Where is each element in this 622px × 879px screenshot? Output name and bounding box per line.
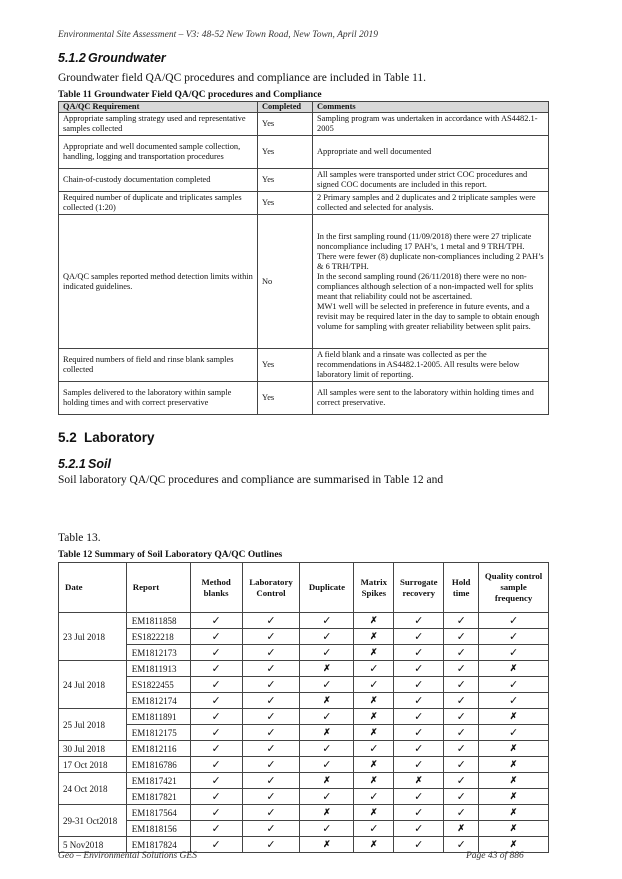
col-completed: Completed [258, 102, 313, 113]
check-icon: ✓ [479, 725, 549, 741]
check-icon: ✓ [479, 677, 549, 693]
check-icon: ✓ [190, 741, 242, 757]
date-cell: 29-31 Oct2018 [59, 805, 127, 837]
soil-intro-continued: Table 13. [58, 532, 101, 544]
check-icon: ✓ [394, 645, 444, 661]
check-icon: ✓ [444, 645, 479, 661]
check-icon: ✓ [444, 805, 479, 821]
cross-icon: ✗ [300, 805, 354, 821]
cross-icon: ✗ [479, 757, 549, 773]
report-cell: ES1822218 [126, 629, 190, 645]
check-icon: ✓ [394, 837, 444, 853]
cross-icon: ✗ [354, 725, 394, 741]
section-title: Groundwater [88, 51, 166, 65]
soil-intro: Soil laboratory QA/QC procedures and compliance are summarised in Table 12 and [58, 474, 444, 486]
completed-cell: No [258, 215, 313, 349]
check-icon: ✓ [354, 741, 394, 757]
check-icon: ✓ [444, 677, 479, 693]
check-icon: ✓ [354, 821, 394, 837]
cross-icon: ✗ [354, 805, 394, 821]
check-icon: ✓ [354, 789, 394, 805]
cross-icon: ✗ [479, 709, 549, 725]
check-icon: ✓ [394, 709, 444, 725]
requirement-cell: Appropriate and well documented sample collection, handling, logging and transportation procedures [59, 136, 258, 169]
date-cell: 24 Jul 2018 [59, 661, 127, 709]
col-hold-time: Hold time [444, 563, 479, 613]
requirement-cell: Samples delivered to the laboratory within sample holding times and with correct preservative [59, 382, 258, 415]
check-icon: ✓ [394, 821, 444, 837]
report-cell: EM1818156 [126, 821, 190, 837]
cross-icon: ✗ [479, 773, 549, 789]
groundwater-qaqc-table [58, 101, 549, 415]
check-icon: ✓ [444, 709, 479, 725]
check-icon: ✓ [190, 709, 242, 725]
col-duplicate: Duplicate [300, 563, 354, 613]
page-header: Environmental Site Assessment – V3: 48-52 New Town Road, New Town, April 2019 [58, 30, 379, 40]
table-row [59, 757, 549, 773]
check-icon: ✓ [394, 629, 444, 645]
check-icon: ✓ [190, 725, 242, 741]
table-row [59, 645, 549, 661]
table-row [59, 113, 549, 136]
comment-para: In the second sampling round (26/11/2018) there were no non-compliances although selection of a non-impacted well for splits meant that reliability could not be ascertained. [317, 271, 534, 301]
col-surrogate-recovery: Surrogate recovery [394, 563, 444, 613]
col-qc-frequency: Quality control sample frequency [479, 563, 549, 613]
table-row [59, 661, 549, 677]
section-title: Laboratory [84, 430, 155, 445]
check-icon: ✓ [354, 661, 394, 677]
check-icon: ✓ [190, 677, 242, 693]
cross-icon: ✗ [479, 661, 549, 677]
report-cell: EM1812174 [126, 693, 190, 709]
date-cell: 25 Jul 2018 [59, 709, 127, 741]
table-row [59, 349, 549, 382]
check-icon: ✓ [479, 693, 549, 709]
check-icon: ✓ [479, 629, 549, 645]
comment-cell: Sampling program was undertaken in accordance with AS4482.1-2005 [313, 113, 549, 136]
comment-cell: All samples were transported under strict COC procedures and signed COC documents are included in this report. [313, 169, 549, 192]
check-icon: ✓ [444, 773, 479, 789]
check-icon: ✓ [444, 661, 479, 677]
check-icon: ✓ [190, 773, 242, 789]
table-row [59, 629, 549, 645]
cross-icon: ✗ [479, 837, 549, 853]
check-icon: ✓ [444, 789, 479, 805]
requirement-cell: Required numbers of field and rinse blank samples collected [59, 349, 258, 382]
check-icon: ✓ [444, 741, 479, 757]
table12-caption: Table 12 Summary of Soil Laboratory QA/QC Outlines [58, 550, 283, 560]
check-icon: ✓ [300, 629, 354, 645]
completed-cell: Yes [258, 136, 313, 169]
comment-cell: Appropriate and well documented [313, 136, 549, 169]
table-row [59, 169, 549, 192]
check-icon: ✓ [354, 677, 394, 693]
check-icon: ✓ [242, 757, 300, 773]
completed-cell: Yes [258, 192, 313, 215]
check-icon: ✓ [242, 645, 300, 661]
check-icon: ✓ [190, 693, 242, 709]
report-cell: EM1811913 [126, 661, 190, 677]
table-row [59, 821, 549, 837]
check-icon: ✓ [394, 725, 444, 741]
check-icon: ✓ [190, 757, 242, 773]
check-icon: ✓ [479, 613, 549, 629]
check-icon: ✓ [242, 773, 300, 789]
cross-icon: ✗ [300, 725, 354, 741]
footer-company: Geo – Environmental Solutions GES [58, 851, 197, 861]
check-icon: ✓ [242, 741, 300, 757]
check-icon: ✓ [394, 805, 444, 821]
cross-icon: ✗ [300, 661, 354, 677]
check-icon: ✓ [242, 709, 300, 725]
report-cell: EM1817564 [126, 805, 190, 821]
completed-cell: Yes [258, 113, 313, 136]
cross-icon: ✗ [300, 837, 354, 853]
section-heading-soil [58, 457, 111, 471]
table-row [59, 805, 549, 821]
check-icon: ✓ [242, 805, 300, 821]
check-icon: ✓ [300, 709, 354, 725]
col-report: Report [126, 563, 190, 613]
check-icon: ✓ [394, 661, 444, 677]
check-icon: ✓ [300, 757, 354, 773]
check-icon: ✓ [444, 693, 479, 709]
table-row [59, 693, 549, 709]
col-matrix-spikes: Matrix Spikes [354, 563, 394, 613]
comment-cell: All samples were sent to the laboratory within holding times and correct preservative. [313, 382, 549, 415]
cross-icon: ✗ [354, 757, 394, 773]
report-cell: EM1812116 [126, 741, 190, 757]
section-heading-groundwater [58, 51, 166, 65]
table-header-row [59, 102, 549, 113]
table-row [59, 725, 549, 741]
table-row [59, 741, 549, 757]
requirement-cell: Chain-of-custody documentation completed [59, 169, 258, 192]
check-icon: ✓ [190, 789, 242, 805]
date-cell: 17 Oct 2018 [59, 757, 127, 773]
check-icon: ✓ [300, 741, 354, 757]
requirement-cell: QA/QC samples reported method detection limits within indicated guidelines. [59, 215, 258, 349]
col-method-blanks: Method blanks [190, 563, 242, 613]
table-row [59, 192, 549, 215]
col-comments: Comments [313, 102, 549, 113]
check-icon: ✓ [190, 837, 242, 853]
table-row [59, 709, 549, 725]
cross-icon: ✗ [354, 613, 394, 629]
cross-icon: ✗ [354, 837, 394, 853]
table-row [59, 382, 549, 415]
cross-icon: ✗ [354, 709, 394, 725]
completed-cell: Yes [258, 349, 313, 382]
report-cell: EM1812173 [126, 645, 190, 661]
cross-icon: ✗ [479, 789, 549, 805]
section-number: 5.2 [58, 430, 77, 445]
check-icon: ✓ [242, 629, 300, 645]
check-icon: ✓ [190, 629, 242, 645]
check-icon: ✓ [190, 805, 242, 821]
check-icon: ✓ [394, 693, 444, 709]
comment-para: MW1 well will be selected in preference in future events, and a revisit may be required later in the day to sample to obtain enough volume for sampling with greater reliability between split pairs. [317, 301, 540, 331]
report-cell: EM1817821 [126, 789, 190, 805]
check-icon: ✓ [190, 821, 242, 837]
cross-icon: ✗ [394, 773, 444, 789]
requirement-cell: Required number of duplicate and triplicates samples collected (1:20) [59, 192, 258, 215]
check-icon: ✓ [242, 821, 300, 837]
check-icon: ✓ [190, 613, 242, 629]
cross-icon: ✗ [300, 773, 354, 789]
comment-cell: 2 Primary samples and 2 duplicates and 2 triplicate samples were collected and selected for analysis. [313, 192, 549, 215]
check-icon: ✓ [394, 613, 444, 629]
col-date: Date [59, 563, 127, 613]
check-icon: ✓ [300, 789, 354, 805]
check-icon: ✓ [300, 677, 354, 693]
date-cell: 5 Nov2018 [59, 837, 127, 853]
completed-cell: Yes [258, 169, 313, 192]
report-cell: EM1811891 [126, 709, 190, 725]
table-row [59, 677, 549, 693]
comment-para: In the first sampling round (11/09/2018) there were 27 triplicate noncompliance including 17 PAH’s, 1 metal and 9 TRH/TPH. There were fewer (8) duplicate non-compliances including 2 PAH’s & 6 TRH/TPH. [317, 231, 544, 271]
cross-icon: ✗ [354, 645, 394, 661]
check-icon: ✓ [394, 677, 444, 693]
section-heading-laboratory [58, 430, 155, 445]
cross-icon: ✗ [479, 805, 549, 821]
check-icon: ✓ [242, 789, 300, 805]
report-cell: EM1811858 [126, 613, 190, 629]
check-icon: ✓ [190, 645, 242, 661]
check-icon: ✓ [300, 645, 354, 661]
check-icon: ✓ [394, 757, 444, 773]
table-row [59, 215, 549, 349]
date-cell: 30 Jul 2018 [59, 741, 127, 757]
cross-icon: ✗ [300, 693, 354, 709]
check-icon: ✓ [242, 613, 300, 629]
soil-lab-qaqc-table [58, 562, 549, 853]
completed-cell: Yes [258, 382, 313, 415]
date-cell: 23 Jul 2018 [59, 613, 127, 661]
cross-icon: ✗ [354, 693, 394, 709]
check-icon: ✓ [444, 757, 479, 773]
report-cell: EM1817824 [126, 837, 190, 853]
check-icon: ✓ [190, 661, 242, 677]
col-laboratory-control: Laboratory Control [242, 563, 300, 613]
requirement-cell: Appropriate sampling strategy used and representative samples collected [59, 113, 258, 136]
cross-icon: ✗ [479, 741, 549, 757]
check-icon: ✓ [242, 661, 300, 677]
report-cell: EM1817421 [126, 773, 190, 789]
footer-page-number: Page 43 of 886 [466, 851, 524, 861]
comment-cell: A field blank and a rinsate was collected as per the recommendations in AS4482.1-2005. All results were below laboratory limit of reporting. [313, 349, 549, 382]
check-icon: ✓ [444, 837, 479, 853]
report-cell: EM1816786 [126, 757, 190, 773]
section-title: Soil [88, 457, 111, 471]
check-icon: ✓ [394, 741, 444, 757]
check-icon: ✓ [394, 789, 444, 805]
check-icon: ✓ [444, 629, 479, 645]
cross-icon: ✗ [354, 629, 394, 645]
col-requirement: QA/QC Requirement [59, 102, 258, 113]
table-row [59, 789, 549, 805]
check-icon: ✓ [242, 837, 300, 853]
check-icon: ✓ [300, 821, 354, 837]
check-icon: ✓ [479, 645, 549, 661]
check-icon: ✓ [444, 725, 479, 741]
cross-icon: ✗ [354, 773, 394, 789]
check-icon: ✓ [300, 613, 354, 629]
table-row [59, 773, 549, 789]
check-icon: ✓ [444, 613, 479, 629]
cross-icon: ✗ [479, 821, 549, 837]
table-row [59, 136, 549, 169]
report-cell: ES1822455 [126, 677, 190, 693]
check-icon: ✓ [242, 693, 300, 709]
report-cell: EM1812175 [126, 725, 190, 741]
table-row [59, 613, 549, 629]
comment-cell [313, 215, 549, 349]
table11-caption: Table 11 Groundwater Field QA/QC procedures and Compliance [58, 90, 322, 100]
section-number: 5.2.1 [58, 457, 86, 471]
section-number: 5.1.2 [58, 51, 86, 65]
groundwater-intro: Groundwater field QA/QC procedures and compliance are included in Table 11. [58, 72, 427, 84]
check-icon: ✓ [242, 677, 300, 693]
cross-icon: ✗ [444, 821, 479, 837]
check-icon: ✓ [242, 725, 300, 741]
date-cell: 24 Oct 2018 [59, 773, 127, 805]
table-header-row [59, 563, 549, 613]
